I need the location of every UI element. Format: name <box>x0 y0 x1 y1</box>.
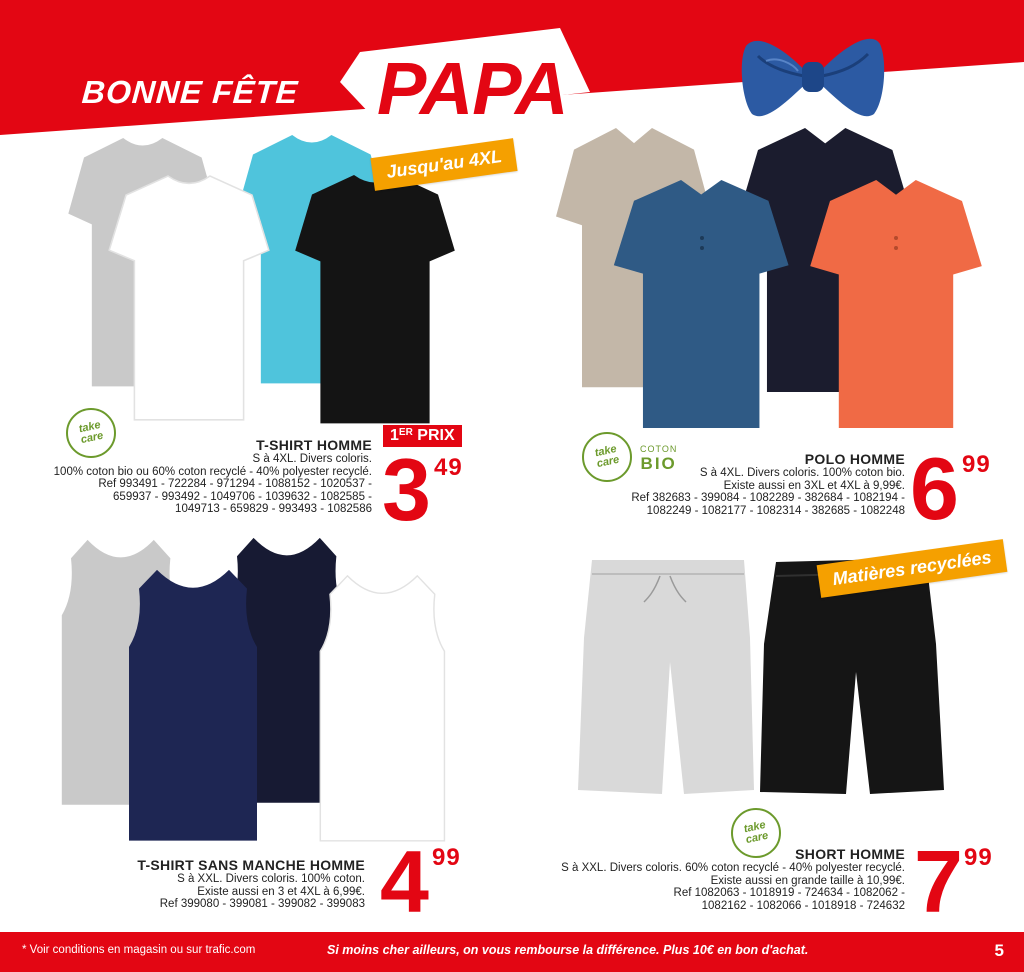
footer-price-promise: Si moins cher ailleurs, on vous rembourse la différence. Plus 10€ en bon d'achat. <box>327 943 809 957</box>
short-price-cents: 99 <box>964 844 993 871</box>
tank-price-cents: 99 <box>432 844 461 871</box>
polo-info <box>631 451 905 517</box>
tank-info <box>137 857 365 911</box>
polo-price-cents: 99 <box>962 451 991 478</box>
polo-product-photo <box>540 118 990 428</box>
short-info <box>561 846 905 912</box>
short-price-int: 7 <box>914 832 961 931</box>
short-line: Existe aussi en grande taille à 10,99€. <box>710 874 905 887</box>
footer-bar <box>0 932 1024 972</box>
tank-line: S à XXL. Divers coloris. 100% coton. <box>177 873 365 885</box>
tshirt-price <box>382 440 463 539</box>
take-care-label: take care <box>593 442 621 471</box>
premier-prix-number: 1 <box>390 427 399 444</box>
premier-prix-sup: ER <box>398 427 413 438</box>
premier-prix-text: PRIX <box>417 427 455 444</box>
short-product-photo <box>574 552 994 802</box>
short-title: SHORT HOMME <box>795 846 905 862</box>
short-price <box>914 832 993 931</box>
take-care-label: take care <box>742 818 770 847</box>
short-grey <box>578 560 754 794</box>
take-care-label: take care <box>77 418 105 447</box>
polo-line: 1082249 - 1082177 - 1082314 - 382685 - 1082248 <box>646 504 905 517</box>
page-number: 5 <box>994 941 1004 960</box>
coton-bio-bottom: BIO <box>640 454 677 473</box>
tshirt-line: 100% coton bio ou 60% coton recyclé - 40% polyester recyclé. <box>53 465 372 478</box>
tshirt-size-ribbon: Jusqu'au 4XL <box>370 138 518 191</box>
tshirt-info <box>54 437 372 516</box>
tank-line: Ref 399080 - 399081 - 399082 - 399083 <box>159 898 365 910</box>
tank-navy <box>129 570 257 841</box>
polo-take-care-badge <box>582 432 632 482</box>
short-line: 1082162 - 1082066 - 1018918 - 724632 <box>701 899 905 912</box>
tank-price <box>380 832 461 931</box>
short-line: S à XXL. Divers coloris. 60% coton recyclé - 40% polyester recyclé. <box>561 862 905 874</box>
tshirt-price-int: 3 <box>382 440 429 539</box>
tshirt-line: Ref 993491 - 722284 - 971294 - 1088152 - 1020537 - <box>98 478 372 490</box>
short-line: Ref 1082063 - 1018919 - 724634 - 1082062 - <box>673 887 905 899</box>
tshirt-line: 1049713 - 659829 - 993493 - 1082586 <box>175 503 372 515</box>
tank-white <box>320 576 444 841</box>
tank-product-photo <box>55 534 465 844</box>
polo-line: Existe aussi en 3XL et 4XL à 9,99€. <box>723 479 905 492</box>
tshirt-line: S à 4XL. Divers coloris. <box>252 453 372 465</box>
tank-title: T-SHIRT SANS MANCHE HOMME <box>137 857 365 873</box>
polo-price <box>910 439 991 538</box>
polo-title: POLO HOMME <box>804 451 905 467</box>
header-bonne-fete: BONNE FÊTE <box>80 74 300 110</box>
tshirt-title: T-SHIRT HOMME <box>256 437 372 453</box>
polo-price-int: 6 <box>910 439 957 538</box>
tank-price-int: 4 <box>380 832 427 931</box>
short-recycled-ribbon: Matières recyclées <box>817 539 1008 598</box>
polo-line: S à 4XL. Divers coloris. 100% coton bio. <box>699 467 905 479</box>
header-papa: PAPA <box>377 47 568 130</box>
tshirt-line: 659937 - 993492 - 1049706 - 1039632 - 1082585 - <box>113 490 372 503</box>
footer-conditions-note: * Voir conditions en magasin ou sur trafic.com <box>22 944 256 956</box>
tank-line: Existe aussi en 3 et 4XL à 6,99€. <box>197 885 365 898</box>
coton-bio-top: COTON <box>640 444 678 454</box>
tshirt-price-cents: 49 <box>434 454 463 481</box>
polo-line: Ref 382683 - 399084 - 1082289 - 382684 - 1082194 - <box>631 492 905 504</box>
